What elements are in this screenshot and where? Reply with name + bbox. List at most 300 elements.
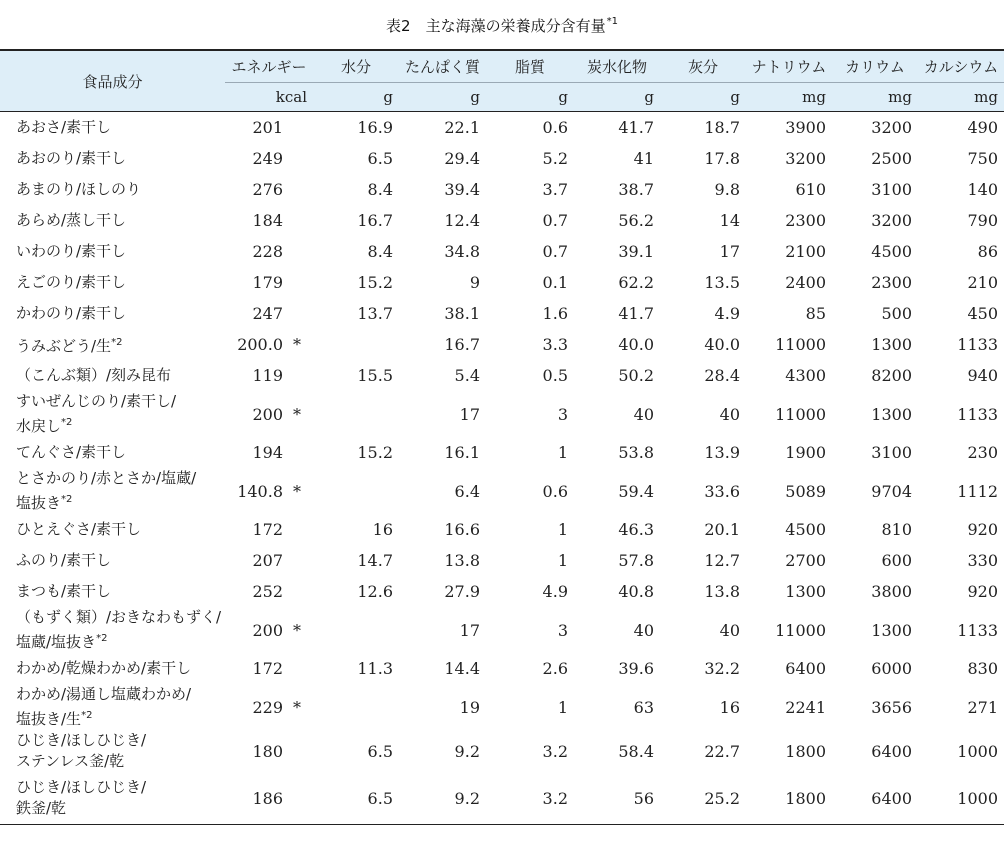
potassium-cell: [832, 143, 918, 174]
water-cell: [313, 437, 399, 468]
water-value: 16.7: [357, 211, 393, 230]
carbohydrate-value: 40.8: [618, 582, 654, 601]
food-name-line: すいぜんじのり/素干し/: [16, 392, 177, 410]
unit-protein: g: [399, 83, 486, 112]
water-cell: [313, 267, 399, 298]
sodium-cell: [746, 298, 832, 329]
food-name-cell: [0, 267, 225, 298]
energy-value: 228: [252, 242, 283, 261]
calcium-cell: [918, 772, 1004, 825]
sodium-value: 6400: [785, 659, 826, 678]
potassium-value: 810: [881, 520, 912, 539]
calcium-cell: [918, 329, 1004, 360]
fat-cell: [486, 607, 574, 653]
food-name-line: てんぐさ/素干し: [16, 443, 127, 461]
ash-cell: [660, 684, 746, 730]
calcium-cell: [918, 653, 1004, 684]
table-row: [0, 205, 1004, 236]
carbohydrate-cell: [574, 391, 660, 437]
ash-cell: [660, 730, 746, 772]
energy-cell: [225, 607, 313, 653]
water-value: 8.4: [367, 242, 393, 261]
carbohydrate-cell: [574, 174, 660, 205]
unit-calcium: mg: [918, 83, 1004, 112]
footnote-mark: *2: [61, 417, 73, 428]
calcium-value: 750: [967, 149, 998, 168]
food-name-cell: [0, 468, 225, 514]
potassium-value: 1300: [871, 620, 912, 640]
protein-value: 9.2: [454, 741, 480, 761]
ash-value: 20.1: [704, 520, 740, 539]
protein-value: 27.9: [444, 582, 480, 601]
water-value: 15.5: [357, 366, 393, 385]
fat-value: 5.2: [542, 149, 568, 168]
carbohydrate-value: 40: [633, 404, 654, 424]
carbohydrate-value: 41: [633, 149, 654, 168]
carbohydrate-cell: [574, 468, 660, 514]
ash-cell: [660, 437, 746, 468]
header-calcium: カルシウム: [918, 50, 1004, 83]
water-cell: [313, 174, 399, 205]
protein-value: 17: [459, 620, 480, 640]
fat-cell: [486, 360, 574, 391]
carbohydrate-value: 57.8: [618, 551, 654, 570]
sodium-cell: [746, 576, 832, 607]
sodium-value: 5089: [785, 481, 826, 501]
water-cell: [313, 684, 399, 730]
ash-value: 14: [719, 211, 740, 230]
protein-cell: [399, 360, 486, 391]
ash-value: 9.8: [714, 180, 740, 199]
protein-cell: [399, 576, 486, 607]
food-name-line: 塩抜き: [16, 494, 62, 512]
potassium-cell: [832, 329, 918, 360]
fat-value: 0.6: [542, 481, 568, 501]
water-value: 6.5: [367, 149, 393, 168]
food-name-line: 鉄釜/乾: [16, 799, 67, 817]
sodium-value: 2241: [785, 697, 826, 717]
calcium-value: 330: [967, 551, 998, 570]
header-water: 水分: [313, 50, 399, 83]
potassium-value: 3800: [871, 582, 912, 601]
table-row: [0, 112, 1004, 144]
potassium-value: 3100: [871, 180, 912, 199]
potassium-value: 9704: [871, 481, 912, 501]
fat-value: 1: [557, 551, 568, 570]
food-name-line: とさかのり/赤とさか/塩蔵/: [16, 469, 197, 487]
sodium-cell: [746, 391, 832, 437]
water-cell: [313, 143, 399, 174]
potassium-value: 3200: [871, 118, 912, 137]
potassium-cell: [832, 730, 918, 772]
unit-potassium: mg: [832, 83, 918, 112]
calcium-value: 1000: [957, 741, 998, 761]
food-name-cell: [0, 772, 225, 825]
sodium-value: 11000: [775, 620, 826, 640]
table-row: [0, 607, 1004, 653]
fat-cell: [486, 143, 574, 174]
ash-cell: [660, 576, 746, 607]
potassium-value: 3200: [871, 211, 912, 230]
energy-value: 172: [252, 520, 283, 539]
calcium-value: 940: [967, 366, 998, 385]
sodium-cell: [746, 360, 832, 391]
food-name-cell: [0, 730, 225, 772]
calcium-cell: [918, 684, 1004, 730]
ash-cell: [660, 236, 746, 267]
fat-cell: [486, 391, 574, 437]
carbohydrate-cell: [574, 329, 660, 360]
potassium-cell: [832, 112, 918, 144]
food-name-cell: [0, 143, 225, 174]
calcium-cell: [918, 174, 1004, 205]
sodium-value: 2400: [785, 273, 826, 292]
food-name-cell: [0, 653, 225, 684]
calcium-cell: [918, 143, 1004, 174]
carbohydrate-cell: [574, 514, 660, 545]
water-value: 6.5: [367, 788, 393, 808]
protein-value: 29.4: [444, 149, 480, 168]
potassium-cell: [832, 360, 918, 391]
energy-cell: [225, 514, 313, 545]
potassium-value: 6400: [871, 741, 912, 761]
potassium-cell: [832, 298, 918, 329]
food-name-cell: [0, 112, 225, 144]
sodium-cell: [746, 329, 832, 360]
calcium-value: 210: [967, 273, 998, 292]
ash-cell: [660, 112, 746, 144]
calcium-cell: [918, 205, 1004, 236]
potassium-value: 4500: [871, 242, 912, 261]
sodium-value: 11000: [775, 404, 826, 424]
energy-value: 179: [252, 273, 283, 292]
unit-water: g: [313, 83, 399, 112]
food-name-cell: [0, 576, 225, 607]
ash-value: 17: [719, 242, 740, 261]
unit-carbohydrate: g: [574, 83, 660, 112]
sodium-cell: [746, 684, 832, 730]
potassium-value: 1300: [871, 404, 912, 424]
table-row: [0, 576, 1004, 607]
header-carbohydrate: 炭水化物: [574, 50, 660, 83]
energy-cell: [225, 112, 313, 144]
carbohydrate-cell: [574, 772, 660, 825]
carbohydrate-value: 40: [633, 620, 654, 640]
ash-cell: [660, 143, 746, 174]
sodium-value: 85: [805, 304, 826, 323]
carbohydrate-value: 40.0: [618, 335, 654, 354]
fat-cell: [486, 653, 574, 684]
potassium-value: 500: [881, 304, 912, 323]
food-name-cell: [0, 360, 225, 391]
calcium-value: 790: [967, 211, 998, 230]
table-title: [0, 15, 1004, 36]
carbohydrate-value: 56.2: [618, 211, 654, 230]
protein-cell: [399, 174, 486, 205]
water-cell: [313, 298, 399, 329]
table-row: [0, 174, 1004, 205]
ash-value: 28.4: [704, 366, 740, 385]
potassium-cell: [832, 576, 918, 607]
water-cell: [313, 205, 399, 236]
calcium-value: 1112: [957, 481, 998, 501]
protein-cell: [399, 236, 486, 267]
protein-cell: [399, 205, 486, 236]
header-potassium: カリウム: [832, 50, 918, 83]
protein-value: 34.8: [444, 242, 480, 261]
ash-cell: [660, 329, 746, 360]
sodium-cell: [746, 112, 832, 144]
potassium-cell: [832, 772, 918, 825]
carbohydrate-cell: [574, 545, 660, 576]
food-name-cell: [0, 298, 225, 329]
protein-value: 17: [459, 404, 480, 424]
protein-value: 19: [459, 697, 480, 717]
food-name-cell: [0, 391, 225, 437]
water-value: 16.9: [357, 118, 393, 137]
potassium-value: 3100: [871, 443, 912, 462]
calcium-value: 1133: [957, 620, 998, 640]
ash-value: 12.7: [704, 551, 740, 570]
energy-value: 180: [252, 741, 283, 761]
calcium-value: 490: [967, 118, 998, 137]
calcium-cell: [918, 607, 1004, 653]
fat-value: 3.2: [542, 741, 568, 761]
food-name-cell: [0, 236, 225, 267]
energy-value: 200.0: [237, 335, 283, 354]
sodium-value: 2300: [785, 211, 826, 230]
title-footnote-mark: *1: [606, 16, 618, 27]
energy-value: 186: [252, 788, 283, 808]
ash-value: 33.6: [704, 481, 740, 501]
food-name-line: わかめ/乾燥わかめ/素干し: [16, 659, 192, 677]
sodium-cell: [746, 607, 832, 653]
fat-value: 3.2: [542, 788, 568, 808]
protein-value: 16.1: [444, 443, 480, 462]
potassium-cell: [832, 607, 918, 653]
carbohydrate-value: 41.7: [618, 304, 654, 323]
header-sodium: ナトリウム: [746, 50, 832, 83]
protein-value: 13.8: [444, 551, 480, 570]
potassium-value: 6400: [871, 788, 912, 808]
water-cell: [313, 576, 399, 607]
carbohydrate-cell: [574, 143, 660, 174]
fat-value: 3.7: [542, 180, 568, 199]
carbohydrate-value: 59.4: [618, 481, 654, 501]
sodium-cell: [746, 174, 832, 205]
water-value: 11.3: [357, 659, 393, 678]
ash-cell: [660, 607, 746, 653]
protein-value: 38.1: [444, 304, 480, 323]
potassium-cell: [832, 236, 918, 267]
food-name-cell: [0, 607, 225, 653]
calcium-value: 920: [967, 582, 998, 601]
carbohydrate-cell: [574, 205, 660, 236]
footnote-mark: *2: [81, 710, 93, 721]
energy-value: 207: [252, 551, 283, 570]
potassium-cell: [832, 391, 918, 437]
water-value: 15.2: [357, 443, 393, 462]
ash-cell: [660, 298, 746, 329]
water-cell: [313, 545, 399, 576]
food-name-line: わかめ/湯通し塩蔵わかめ/: [16, 685, 192, 703]
fat-cell: [486, 174, 574, 205]
sodium-value: 4300: [785, 366, 826, 385]
energy-value: 194: [252, 443, 283, 462]
protein-cell: [399, 391, 486, 437]
sodium-cell: [746, 236, 832, 267]
fat-cell: [486, 576, 574, 607]
ash-cell: [660, 360, 746, 391]
sodium-cell: [746, 267, 832, 298]
water-cell: [313, 468, 399, 514]
estimate-asterisk: *: [293, 620, 301, 640]
protein-cell: [399, 730, 486, 772]
protein-value: 9: [469, 273, 480, 292]
protein-value: 6.4: [454, 481, 480, 501]
fat-value: 4.9: [542, 582, 568, 601]
sodium-value: 1300: [785, 582, 826, 601]
table-row: [0, 730, 1004, 772]
carbohydrate-cell: [574, 298, 660, 329]
fat-value: 1: [557, 697, 568, 717]
water-value: 8.4: [367, 180, 393, 199]
potassium-cell: [832, 468, 918, 514]
ash-cell: [660, 772, 746, 825]
water-cell: [313, 607, 399, 653]
sodium-value: 2700: [785, 551, 826, 570]
sodium-value: 1900: [785, 443, 826, 462]
calcium-cell: [918, 267, 1004, 298]
water-cell: [313, 360, 399, 391]
protein-value: 9.2: [454, 788, 480, 808]
protein-cell: [399, 514, 486, 545]
fat-cell: [486, 684, 574, 730]
calcium-value: 1133: [957, 404, 998, 424]
table-row: [0, 772, 1004, 825]
potassium-value: 3656: [871, 697, 912, 717]
energy-cell: [225, 545, 313, 576]
ash-value: 13.5: [704, 273, 740, 292]
potassium-cell: [832, 437, 918, 468]
carbohydrate-value: 39.1: [618, 242, 654, 261]
energy-value: 201: [252, 118, 283, 137]
fat-cell: [486, 112, 574, 144]
carbohydrate-value: 58.4: [618, 741, 654, 761]
table-row: [0, 437, 1004, 468]
potassium-value: 600: [881, 551, 912, 570]
energy-cell: [225, 684, 313, 730]
ash-cell: [660, 174, 746, 205]
fat-cell: [486, 545, 574, 576]
fat-cell: [486, 468, 574, 514]
energy-cell: [225, 437, 313, 468]
table-row: [0, 236, 1004, 267]
potassium-cell: [832, 684, 918, 730]
energy-value: 229: [252, 697, 283, 717]
potassium-cell: [832, 267, 918, 298]
calcium-cell: [918, 298, 1004, 329]
fat-cell: [486, 514, 574, 545]
energy-cell: [225, 772, 313, 825]
nutrition-table: [0, 49, 1004, 825]
energy-cell: [225, 468, 313, 514]
carbohydrate-cell: [574, 267, 660, 298]
energy-cell: [225, 329, 313, 360]
fat-value: 0.7: [542, 211, 568, 230]
potassium-value: 6000: [871, 659, 912, 678]
sodium-value: 610: [795, 180, 826, 199]
carbohydrate-cell: [574, 730, 660, 772]
table-row: [0, 684, 1004, 730]
energy-cell: [225, 236, 313, 267]
calcium-cell: [918, 391, 1004, 437]
protein-cell: [399, 653, 486, 684]
food-name-line: かわのり/素干し: [16, 304, 127, 322]
protein-value: 5.4: [454, 366, 480, 385]
ash-value: 18.7: [704, 118, 740, 137]
food-name-line: ひじき/ほしひじき/: [16, 731, 147, 749]
energy-value: 247: [252, 304, 283, 323]
estimate-asterisk: *: [293, 481, 301, 501]
protein-value: 39.4: [444, 180, 480, 199]
sodium-cell: [746, 437, 832, 468]
food-name-line: あおさ/素干し: [16, 118, 112, 136]
ash-value: 40.0: [704, 335, 740, 354]
food-name-line: あおのり/素干し: [16, 149, 127, 167]
sodium-cell: [746, 772, 832, 825]
ash-value: 40: [719, 620, 740, 640]
carbohydrate-value: 63: [633, 697, 654, 717]
ash-value: 13.8: [704, 582, 740, 601]
water-cell: [313, 236, 399, 267]
water-cell: [313, 653, 399, 684]
header-row: [0, 50, 1004, 83]
footnote-mark: *2: [111, 337, 123, 348]
calcium-cell: [918, 545, 1004, 576]
ash-value: 13.9: [704, 443, 740, 462]
potassium-cell: [832, 545, 918, 576]
energy-value: 249: [252, 149, 283, 168]
food-name-line: 塩抜き/生: [16, 710, 82, 728]
water-value: 12.6: [357, 582, 393, 601]
footnote-mark: *2: [96, 633, 108, 644]
ash-cell: [660, 468, 746, 514]
sodium-cell: [746, 545, 832, 576]
sodium-cell: [746, 143, 832, 174]
calcium-cell: [918, 360, 1004, 391]
header-food-name: 食品成分: [0, 50, 225, 112]
potassium-cell: [832, 174, 918, 205]
calcium-value: 830: [967, 659, 998, 678]
water-cell: [313, 514, 399, 545]
sodium-cell: [746, 205, 832, 236]
energy-value: 119: [252, 366, 283, 385]
fat-value: 3: [557, 620, 568, 640]
estimate-asterisk: *: [293, 335, 301, 354]
energy-cell: [225, 730, 313, 772]
potassium-value: 1300: [871, 335, 912, 354]
calcium-value: 1000: [957, 788, 998, 808]
unit-ash: g: [660, 83, 746, 112]
energy-value: 276: [252, 180, 283, 199]
food-name-cell: [0, 437, 225, 468]
protein-cell: [399, 772, 486, 825]
fat-value: 0.5: [542, 366, 568, 385]
energy-cell: [225, 298, 313, 329]
food-name-cell: [0, 329, 225, 360]
fat-cell: [486, 267, 574, 298]
